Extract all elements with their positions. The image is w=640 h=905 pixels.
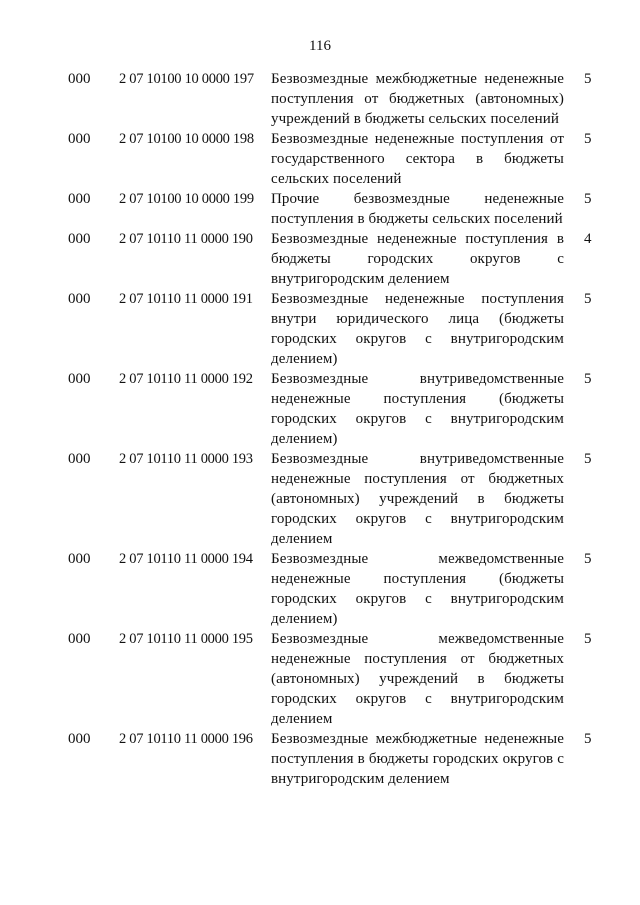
description-line: (автономных) учреждений в бюджеты	[271, 491, 564, 507]
description-line: Безвозмездные межбюджетные неденежные	[271, 731, 564, 747]
admin-code: 000	[68, 131, 91, 147]
income-description	[271, 729, 564, 789]
table-row	[0, 729, 640, 789]
page-number: 116	[309, 38, 331, 54]
admin-code: 000	[68, 371, 91, 387]
description-line: неденежные поступления (бюджеты	[271, 571, 564, 587]
budget-classification-code: 2 07 10100 10 0000 197	[119, 71, 254, 87]
income-description	[271, 69, 564, 129]
table-row	[0, 129, 640, 189]
table-row	[0, 629, 640, 729]
budget-classification-code: 2 07 10110 11 0000 193	[119, 451, 253, 467]
description-line: внутригородским делением	[271, 271, 450, 287]
description-line: государственного сектора в бюджеты	[271, 151, 564, 167]
table-row	[0, 449, 640, 549]
level-value: 5	[584, 191, 592, 207]
description-line: делением)	[271, 351, 338, 367]
description-line: Безвозмездные неденежные поступления от	[271, 131, 564, 147]
description-line: городских округов с внутригородским	[271, 511, 564, 527]
income-description	[271, 549, 564, 629]
level-value: 5	[584, 731, 592, 747]
admin-code: 000	[68, 451, 91, 467]
income-description	[271, 129, 564, 189]
table-row	[0, 229, 640, 289]
description-line: Безвозмездные межбюджетные неденежные	[271, 71, 564, 87]
budget-classification-code: 2 07 10110 11 0000 194	[119, 551, 253, 567]
description-line: городских округов с внутригородским	[271, 591, 564, 607]
description-line: делением)	[271, 611, 338, 627]
level-value: 5	[584, 291, 592, 307]
level-value: 5	[584, 371, 592, 387]
table-row	[0, 549, 640, 629]
document-table	[0, 69, 640, 789]
description-line: неденежные поступления от бюджетных	[271, 651, 564, 667]
admin-code: 000	[68, 191, 91, 207]
admin-code: 000	[68, 71, 91, 87]
level-value: 5	[584, 71, 592, 87]
admin-code: 000	[68, 551, 91, 567]
description-line: делением	[271, 711, 333, 727]
description-line: Безвозмездные внутриведомственные	[271, 371, 564, 387]
description-line: поступления в бюджеты городских округов с	[271, 751, 564, 767]
description-line: Прочие безвозмездные неденежные	[271, 191, 564, 207]
budget-classification-code: 2 07 10100 10 0000 198	[119, 131, 254, 147]
description-line: городских округов с внутригородским	[271, 691, 564, 707]
admin-code: 000	[68, 731, 91, 747]
level-value: 5	[584, 631, 592, 647]
description-line: неденежные поступления (бюджеты	[271, 391, 564, 407]
admin-code: 000	[68, 231, 91, 247]
budget-classification-code: 2 07 10110 11 0000 191	[119, 291, 253, 307]
description-line: поступления в бюджеты сельских поселений	[271, 211, 563, 227]
budget-classification-code: 2 07 10110 11 0000 195	[119, 631, 253, 647]
income-description	[271, 449, 564, 549]
level-value: 5	[584, 451, 592, 467]
level-value: 5	[584, 131, 592, 147]
table-row	[0, 189, 640, 229]
description-line: Безвозмездные неденежные поступления	[271, 291, 564, 307]
description-line: делением	[271, 531, 333, 547]
description-line: бюджеты городских округов с	[271, 251, 564, 267]
description-line: (автономных) учреждений в бюджеты	[271, 671, 564, 687]
description-line: городских округов с внутригородским	[271, 331, 564, 347]
admin-code: 000	[68, 291, 91, 307]
table-row	[0, 289, 640, 369]
table-row	[0, 369, 640, 449]
income-description	[271, 289, 564, 369]
budget-classification-code: 2 07 10110 11 0000 192	[119, 371, 253, 387]
description-line: Безвозмездные внутриведомственные	[271, 451, 564, 467]
level-value: 4	[584, 231, 592, 247]
description-line: внутригородским делением	[271, 771, 450, 787]
level-value: 5	[584, 551, 592, 567]
income-description	[271, 189, 564, 229]
description-line: сельских поселений	[271, 171, 402, 187]
budget-classification-code: 2 07 10110 11 0000 196	[119, 731, 253, 747]
description-line: Безвозмездные неденежные поступления в	[271, 231, 564, 247]
description-line: Безвозмездные межведомственные	[271, 631, 564, 647]
description-line: внутри юридического лица (бюджеты	[271, 311, 564, 327]
description-line: Безвозмездные межведомственные	[271, 551, 564, 567]
income-description	[271, 369, 564, 449]
description-line: неденежные поступления от бюджетных	[271, 471, 564, 487]
admin-code: 000	[68, 631, 91, 647]
budget-classification-code: 2 07 10100 10 0000 199	[119, 191, 254, 207]
income-description	[271, 229, 564, 289]
description-line: поступления от бюджетных (автономных)	[271, 91, 564, 107]
description-line: делением)	[271, 431, 338, 447]
income-description	[271, 629, 564, 729]
description-line: городских округов с внутригородским	[271, 411, 564, 427]
description-line: учреждений в бюджеты сельских поселений	[271, 111, 560, 127]
table-row	[0, 69, 640, 129]
budget-classification-code: 2 07 10110 11 0000 190	[119, 231, 253, 247]
